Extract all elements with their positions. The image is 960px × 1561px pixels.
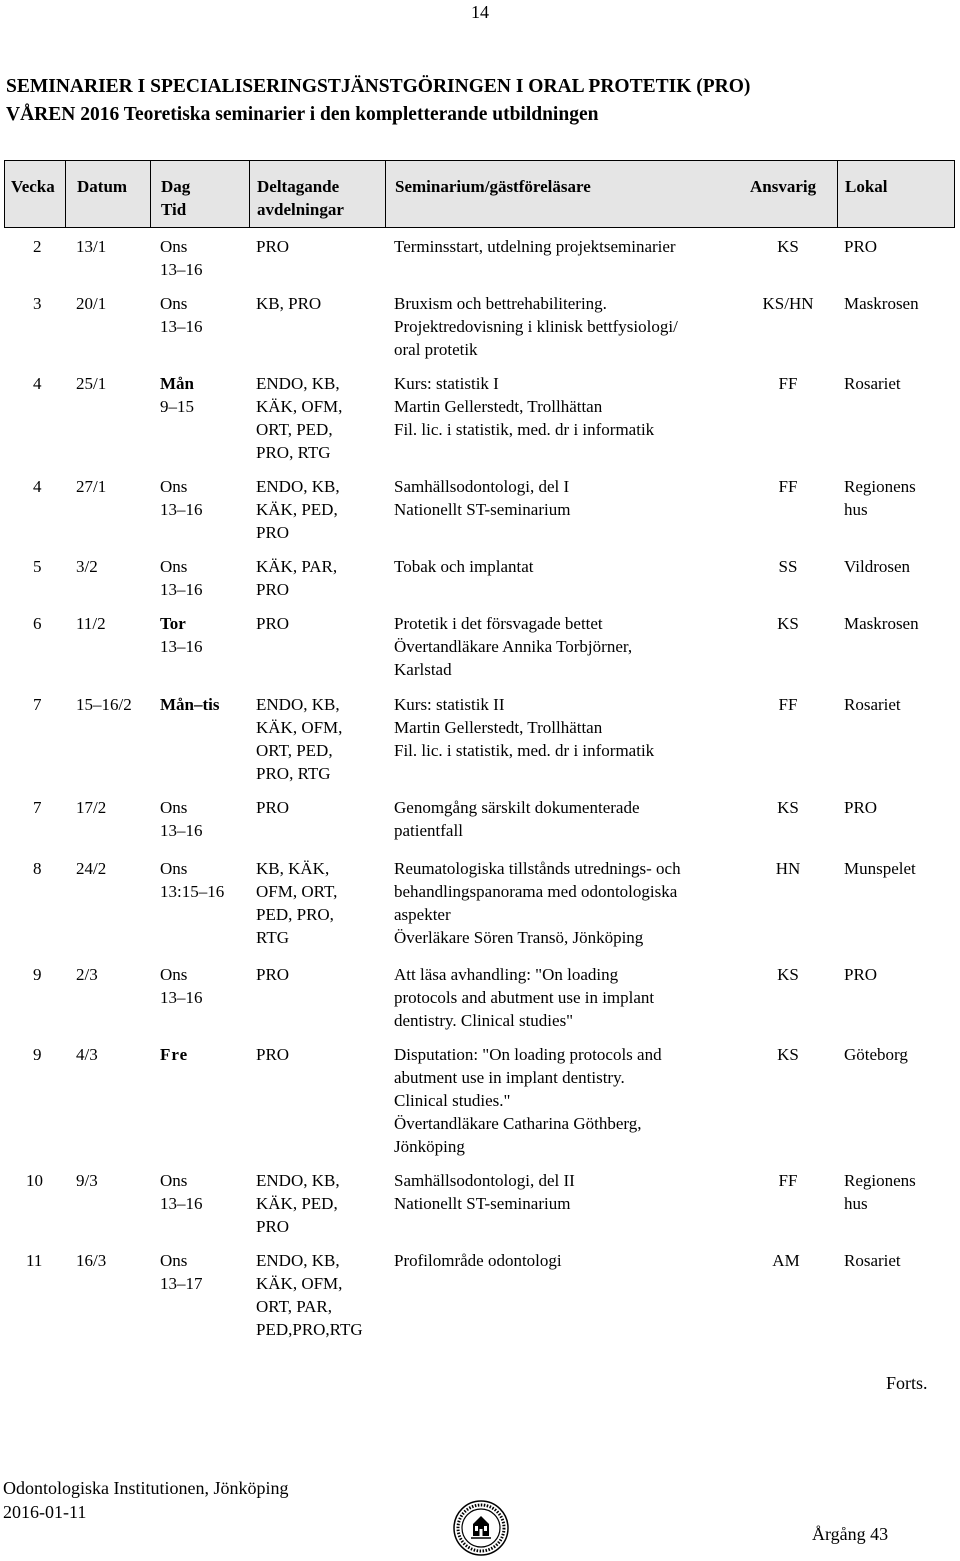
cell-seminarium <box>394 1169 575 1215</box>
cell-lokal <box>844 235 877 258</box>
cell-dag: Ons <box>160 557 188 576</box>
cell-datum: 13/1 <box>76 237 107 256</box>
cell-vecka: 4 <box>33 477 42 496</box>
cell-deltagande <box>256 1249 363 1341</box>
cell-dag: Ons <box>160 294 188 313</box>
cell-datum: 2/3 <box>76 965 98 984</box>
cell-seminarium-line: Jönköping <box>394 1137 465 1156</box>
cell-seminarium-line: Bruxism och bettrehabilitering. <box>394 294 607 313</box>
cell-deltagande-line: PED,PRO,RTG <box>256 1320 363 1339</box>
cell-deltagande-line: ORT, PED, <box>256 741 333 760</box>
cell-seminarium-line: Martin Gellerstedt, Trollhättan <box>394 397 603 416</box>
cell-lokal <box>844 1249 901 1272</box>
header-tid: Tid <box>161 200 187 219</box>
cell-dag: Ons <box>160 798 188 817</box>
cell-lokal-line: PRO <box>844 965 878 984</box>
cell-deltagande-line: KB, KÄK, <box>256 859 330 878</box>
cell-lokal-line: Vildrosen <box>844 557 911 576</box>
cell-deltagande-line: KÄK, PED, <box>256 500 338 519</box>
cell-vecka: 4 <box>33 374 42 393</box>
cell-deltagande-line: PRO <box>256 798 290 817</box>
cell-lokal-line: Rosariet <box>844 695 901 714</box>
cell-dag: Ons <box>160 965 188 984</box>
cell-seminarium-line: Protetik i det försvagade bettet <box>394 614 603 633</box>
cell-seminarium-line: Martin Gellerstedt, Trollhättan <box>394 718 603 737</box>
cell-tid: 13–16 <box>160 317 203 336</box>
cell-datum: 11/2 <box>76 614 106 633</box>
cell-vecka: 3 <box>33 294 42 313</box>
cell-tid: 13–16 <box>160 580 203 599</box>
cell-vecka: 5 <box>33 557 42 576</box>
cell-deltagande <box>256 372 342 464</box>
cell-seminarium-line: Terminsstart, utdelning projektseminarier <box>394 237 676 256</box>
cell-seminarium <box>394 1043 662 1158</box>
cell-vecka: 9 <box>33 965 42 984</box>
cell-deltagande-line: PRO, RTG <box>256 443 331 462</box>
cell-seminarium-line: Profilområde odontologi <box>394 1251 562 1270</box>
cell-ansvarig: KS <box>777 1045 799 1064</box>
cell-seminarium-line: Nationellt ST-seminarium <box>394 500 571 519</box>
cell-deltagande-line: PRO <box>256 614 290 633</box>
cell-deltagande-line: ENDO, KB, <box>256 1171 340 1190</box>
page-number: 14 <box>471 2 489 22</box>
cell-dag: Tor <box>160 614 186 633</box>
header-seminarium: Seminarium/gästföreläsare <box>395 177 591 196</box>
cell-lokal <box>844 963 877 986</box>
cell-tid: 13–16 <box>160 1194 203 1213</box>
cell-seminarium-line: Samhällsodontologi, del II <box>394 1171 575 1190</box>
cell-seminarium <box>394 235 676 258</box>
cell-lokal-line: Munspelet <box>844 859 916 878</box>
cell-seminarium-line: Fil. lic. i statistik, med. dr i informatik <box>394 420 655 439</box>
cell-lokal <box>844 796 877 819</box>
cell-seminarium-line: Övertandläkare Annika Torbjörner, <box>394 637 633 656</box>
cell-deltagande <box>256 475 340 544</box>
table-header <box>4 160 955 228</box>
cell-vecka: 11 <box>26 1251 43 1270</box>
cell-deltagande-line: PRO <box>256 1217 290 1236</box>
cell-deltagande-line: ENDO, KB, <box>256 1251 340 1270</box>
cell-datum: 25/1 <box>76 374 107 393</box>
title-line-2: VÅREN 2016 Teoretiska seminarier i den kompletterande utbildningen <box>6 104 599 125</box>
cell-dag: Fre <box>160 1045 189 1064</box>
cell-datum: 24/2 <box>76 859 107 878</box>
cell-deltagande-line: PRO <box>256 523 290 542</box>
cell-ansvarig: FF <box>778 1171 798 1190</box>
cell-seminarium-line: Karlstad <box>394 660 452 679</box>
cell-lokal-line: Regionens <box>844 1171 916 1190</box>
cell-ansvarig: KS <box>777 798 799 817</box>
cell-seminarium <box>394 292 678 361</box>
cell-deltagande-line: KÄK, OFM, <box>256 397 343 416</box>
cell-dag: Ons <box>160 859 188 878</box>
cell-deltagande <box>256 796 289 819</box>
cell-dag: Ons <box>160 477 188 496</box>
cell-seminarium-line: Övertandläkare Catharina Göthberg, <box>394 1114 642 1133</box>
cell-ansvarig: KS <box>777 965 799 984</box>
header-ansvarig: Ansvarig <box>750 177 817 196</box>
cell-seminarium-line: Tobak och implantat <box>394 557 534 576</box>
cell-dag: Mån–tis <box>160 695 220 714</box>
footer-institution: Odontologiska Institutionen, Jönköping <box>3 1478 289 1498</box>
cell-tid: 13–16 <box>160 821 203 840</box>
cell-deltagande-line: ORT, PED, <box>256 420 333 439</box>
cell-vecka: 10 <box>26 1171 43 1190</box>
cell-datum: 4/3 <box>76 1045 98 1064</box>
title-line-1: SEMINARIER I SPECIALISERINGSTJÄNSTGÖRINGEN I ORAL PROTETIK (PRO) <box>6 76 751 97</box>
cell-lokal <box>844 475 916 521</box>
cell-vecka: 9 <box>33 1045 42 1064</box>
cell-lokal-line: PRO <box>844 798 878 817</box>
cell-lokal-line: hus <box>844 1194 868 1213</box>
cell-tid: 9–15 <box>160 397 194 416</box>
cell-deltagande <box>256 857 337 949</box>
cell-lokal-line: Rosariet <box>844 374 901 393</box>
cell-tid: 13:15–16 <box>160 882 225 901</box>
cell-deltagande-line: PRO, RTG <box>256 764 331 783</box>
cell-seminarium-line: Fil. lic. i statistik, med. dr i informatik <box>394 741 655 760</box>
cell-seminarium-line: Nationellt ST-seminarium <box>394 1194 571 1213</box>
cell-deltagande-line: RTG <box>256 928 289 947</box>
cell-ansvarig: KS <box>777 614 799 633</box>
cell-seminarium <box>394 475 570 521</box>
cell-lokal-line: Rosariet <box>844 1251 901 1270</box>
cell-deltagande-line: ENDO, KB, <box>256 374 340 393</box>
cell-deltagande-line: PRO <box>256 1045 290 1064</box>
cell-deltagande-line: ENDO, KB, <box>256 477 340 496</box>
cell-lokal <box>844 857 916 880</box>
cell-datum: 17/2 <box>76 798 107 817</box>
cell-seminarium-line: abutment use in implant dentistry. <box>394 1068 625 1087</box>
cell-deltagande-line: ENDO, KB, <box>256 695 340 714</box>
cell-lokal-line: Göteborg <box>844 1045 908 1064</box>
cell-deltagande-line: KÄK, PAR, <box>256 557 338 576</box>
cell-lokal <box>844 555 910 578</box>
cell-datum: 15–16/2 <box>76 695 132 714</box>
cell-deltagande <box>256 1169 340 1238</box>
cell-seminarium-line: Clinical studies." <box>394 1091 511 1110</box>
cell-seminarium-line: Reumatologiska tillstånds utrednings- och <box>394 859 681 878</box>
header-avdelningar: avdelningar <box>257 200 344 219</box>
cell-seminarium-line: Projektredovisning i klinisk bettfysiologi/ <box>394 317 678 336</box>
cell-lokal <box>844 693 901 716</box>
cell-seminarium <box>394 693 654 762</box>
cell-seminarium-line: Disputation: "On loading protocols and <box>394 1045 662 1064</box>
cell-seminarium <box>394 1249 562 1272</box>
cell-seminarium-line: aspekter <box>394 905 451 924</box>
cell-deltagande <box>256 1043 289 1066</box>
cell-dag: Ons <box>160 1171 188 1190</box>
cell-seminarium-line: Överläkare Sören Transö, Jönköping <box>394 928 644 947</box>
cell-ansvarig: HN <box>775 859 801 878</box>
cell-lokal-line: Maskrosen <box>844 614 919 633</box>
cell-lokal <box>844 372 901 395</box>
cell-seminarium <box>394 963 654 1032</box>
cell-vecka: 6 <box>33 614 42 633</box>
cell-lokal <box>844 1043 908 1066</box>
cell-lokal-line: Regionens <box>844 477 916 496</box>
cell-lokal <box>844 612 919 635</box>
cell-ansvarig: KS/HN <box>762 294 814 313</box>
cell-seminarium-line: behandlingspanorama med odontologiska <box>394 882 678 901</box>
cell-dag: Ons <box>160 237 188 256</box>
cell-seminarium-line: protocols and abutment use in implant <box>394 988 655 1007</box>
header-dag: Dag <box>161 177 191 196</box>
cell-tid: 13–16 <box>160 637 203 656</box>
cell-ansvarig: FF <box>778 477 798 496</box>
cell-seminarium <box>394 796 640 842</box>
cell-deltagande-line: PED, PRO, <box>256 905 334 924</box>
cell-lokal <box>844 1169 916 1215</box>
cell-vecka: 7 <box>33 798 42 817</box>
cell-deltagande <box>256 235 289 258</box>
cell-seminarium-line: Samhällsodontologi, del I <box>394 477 570 496</box>
cell-seminarium-line: patientfall <box>394 821 463 840</box>
header-vecka: Vecka <box>11 177 55 196</box>
cell-lokal-line: PRO <box>844 237 878 256</box>
header-datum: Datum <box>77 177 128 196</box>
cell-vecka: 2 <box>33 237 42 256</box>
cell-deltagande-line: KÄK, PED, <box>256 1194 338 1213</box>
cell-ansvarig: AM <box>772 1251 800 1270</box>
cell-tid: 13–16 <box>160 260 203 279</box>
footer-date: 2016-01-11 <box>3 1502 87 1522</box>
cell-seminarium-line: dentistry. Clinical studies" <box>394 1011 574 1030</box>
cell-deltagande <box>256 612 289 635</box>
cell-lokal <box>844 292 919 315</box>
cell-seminarium-line: Kurs: statistik II <box>394 695 505 714</box>
cell-tid: 13–16 <box>160 500 203 519</box>
cell-deltagande-line: KÄK, OFM, <box>256 1274 343 1293</box>
cell-seminarium-line: Genomgång särskilt dokumenterade <box>394 798 640 817</box>
cell-deltagande-line: KB, PRO <box>256 294 322 313</box>
header-deltagande: Deltagande <box>257 177 340 196</box>
cell-ansvarig: FF <box>778 374 798 393</box>
cell-seminarium-line: Att läsa avhandling: "On loading <box>394 965 619 984</box>
cell-deltagande <box>256 963 289 986</box>
cell-dag: Ons <box>160 1251 188 1270</box>
cell-seminarium <box>394 857 681 949</box>
header-lokal: Lokal <box>845 177 888 196</box>
cell-deltagande-line: KÄK, OFM, <box>256 718 343 737</box>
cell-deltagande <box>256 555 337 601</box>
cell-tid: 13–17 <box>160 1274 203 1293</box>
cell-tid: 13–16 <box>160 988 203 1007</box>
cell-seminarium <box>394 372 654 441</box>
cell-seminarium <box>394 555 534 578</box>
continued-note: Forts. <box>886 1373 928 1393</box>
cell-ansvarig: KS <box>777 237 799 256</box>
cell-datum: 9/3 <box>76 1171 98 1190</box>
cell-deltagande-line: PRO <box>256 237 290 256</box>
cell-vecka: 7 <box>33 695 42 714</box>
cell-deltagande-line: PRO <box>256 965 290 984</box>
cell-dag: Mån <box>160 374 194 393</box>
cell-deltagande <box>256 292 321 315</box>
cell-lokal-line: Maskrosen <box>844 294 919 313</box>
cell-lokal-line: hus <box>844 500 868 519</box>
cell-datum: 20/1 <box>76 294 107 313</box>
cell-datum: 16/3 <box>76 1251 107 1270</box>
cell-deltagande-line: OFM, ORT, <box>256 882 338 901</box>
cell-ansvarig: FF <box>778 695 798 714</box>
cell-seminarium-line: oral protetik <box>394 340 478 359</box>
cell-vecka: 8 <box>33 859 42 878</box>
cell-deltagande-line: PRO <box>256 580 290 599</box>
cell-seminarium-line: Kurs: statistik I <box>394 374 499 393</box>
cell-datum: 27/1 <box>76 477 107 496</box>
volume-number: Årgång 43 <box>812 1524 889 1544</box>
cell-ansvarig: SS <box>778 557 798 576</box>
cell-seminarium <box>394 612 632 681</box>
cell-deltagande <box>256 693 342 785</box>
university-seal-icon <box>453 1500 509 1556</box>
cell-deltagande-line: ORT, PAR, <box>256 1297 332 1316</box>
cell-datum: 3/2 <box>76 557 98 576</box>
